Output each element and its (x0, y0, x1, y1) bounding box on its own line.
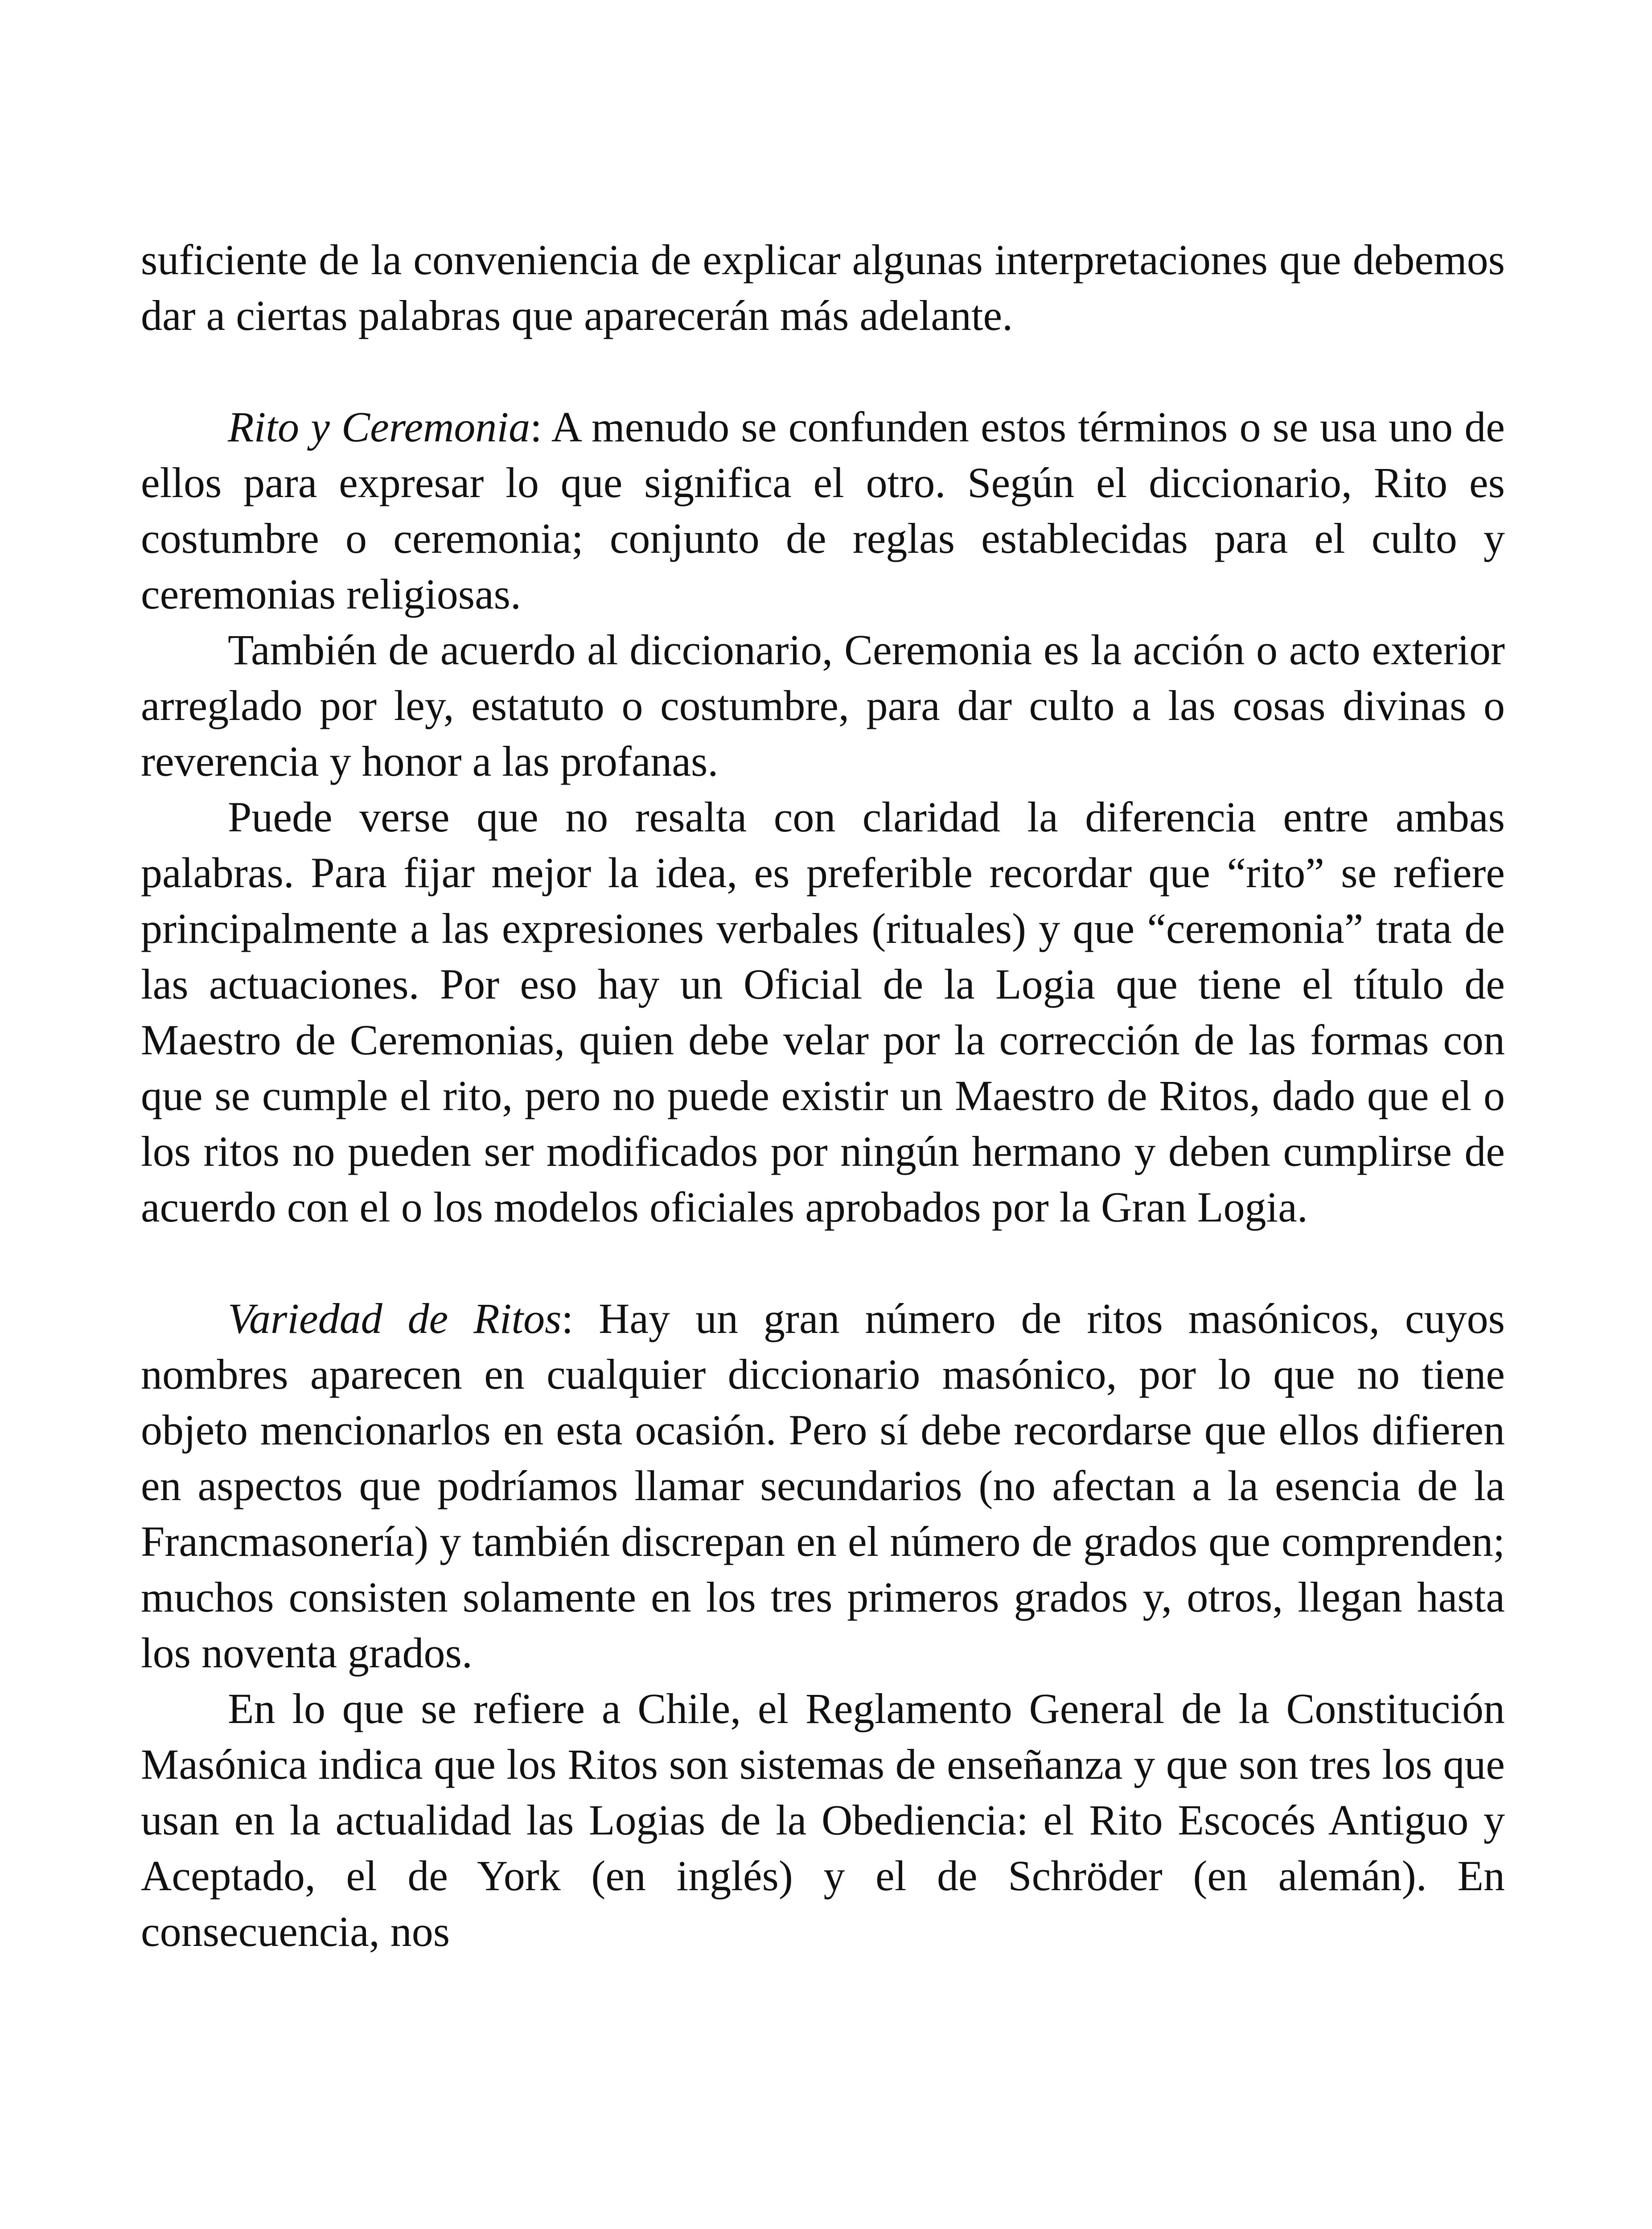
paragraph-variedad-ritos (141, 1291, 1505, 1681)
paragraph-text: : A menudo se confunden estos términos o se usa uno de ellos para expresar lo que significa el otro. Según el diccionario, Rito es costumbre o ceremonia; conjunto de reglas establecidas para el culto y ceremonias religiosas. (141, 403, 1505, 618)
term-heading: Variedad de Ritos (228, 1295, 562, 1342)
paragraph-text: : Hay un gran número de ritos masónicos, cuyos nombres aparecen en cualquier diccionario masónico, por lo que no tiene objeto mencionarlos en esta ocasión. Pero sí debe recordarse que ellos difieren en aspectos que podríamos llamar secundarios (no afectan a la esencia de la Francmasonería) y también discrepan en el número de grados que comprenden; muchos consisten solamente en los tres primeros grados y, otros, llegan hasta los noventa grados. (141, 1295, 1505, 1677)
paragraph-text: En lo que se refiere a Chile, el Reglamento General de la Constitución Masónica indica que los Ritos son sistemas de enseñanza y que son tres los que usan en la actualidad las Logias de la Obediencia: el Rito Escocés Antiguo y Aceptado, el de York (en inglés) y el de Schröder (en alemán). En consecuencia, nos (141, 1685, 1505, 1955)
paragraph-ceremonia-definition (141, 622, 1505, 789)
paragraph-text: También de acuerdo al diccionario, Ceremonia es la acción o acto exterior arreglado por ley, estatuto o costumbre, para dar culto a las cosas divinas o reverencia y honor a las profanas. (141, 626, 1505, 785)
paragraph-text: Puede verse que no resalta con claridad la diferencia entre ambas palabras. Para fijar mejor la idea, es preferible recordar que “rito” se refiere principalmente a las expresiones verbales (rituales) y que “ceremonia” trata de las actuaciones. Por eso hay un Oficial de la Logia que tiene el título de Maestro de Ceremonias, quien debe velar por la corrección de las formas con que se cumple el rito, pero no puede existir un Maestro de Ritos, dado que el o los ritos no pueden ser modificados por ningún hermano y deben cumplirse de acuerdo con el o los modelos oficiales aprobados por la Gran Logia. (141, 793, 1505, 1231)
page-body (141, 232, 1505, 1959)
paragraph-continuation (141, 232, 1505, 343)
term-heading: Rito y Ceremonia (228, 403, 530, 451)
paragraph-rito-ceremonia (141, 399, 1505, 622)
paragraph-difference (141, 789, 1505, 1235)
paragraph-text: suficiente de la conveniencia de explicar algunas interpretaciones que debemos dar a ciertas palabras que aparecerán más adelante. (141, 236, 1505, 339)
paragraph-chile (141, 1681, 1505, 1959)
